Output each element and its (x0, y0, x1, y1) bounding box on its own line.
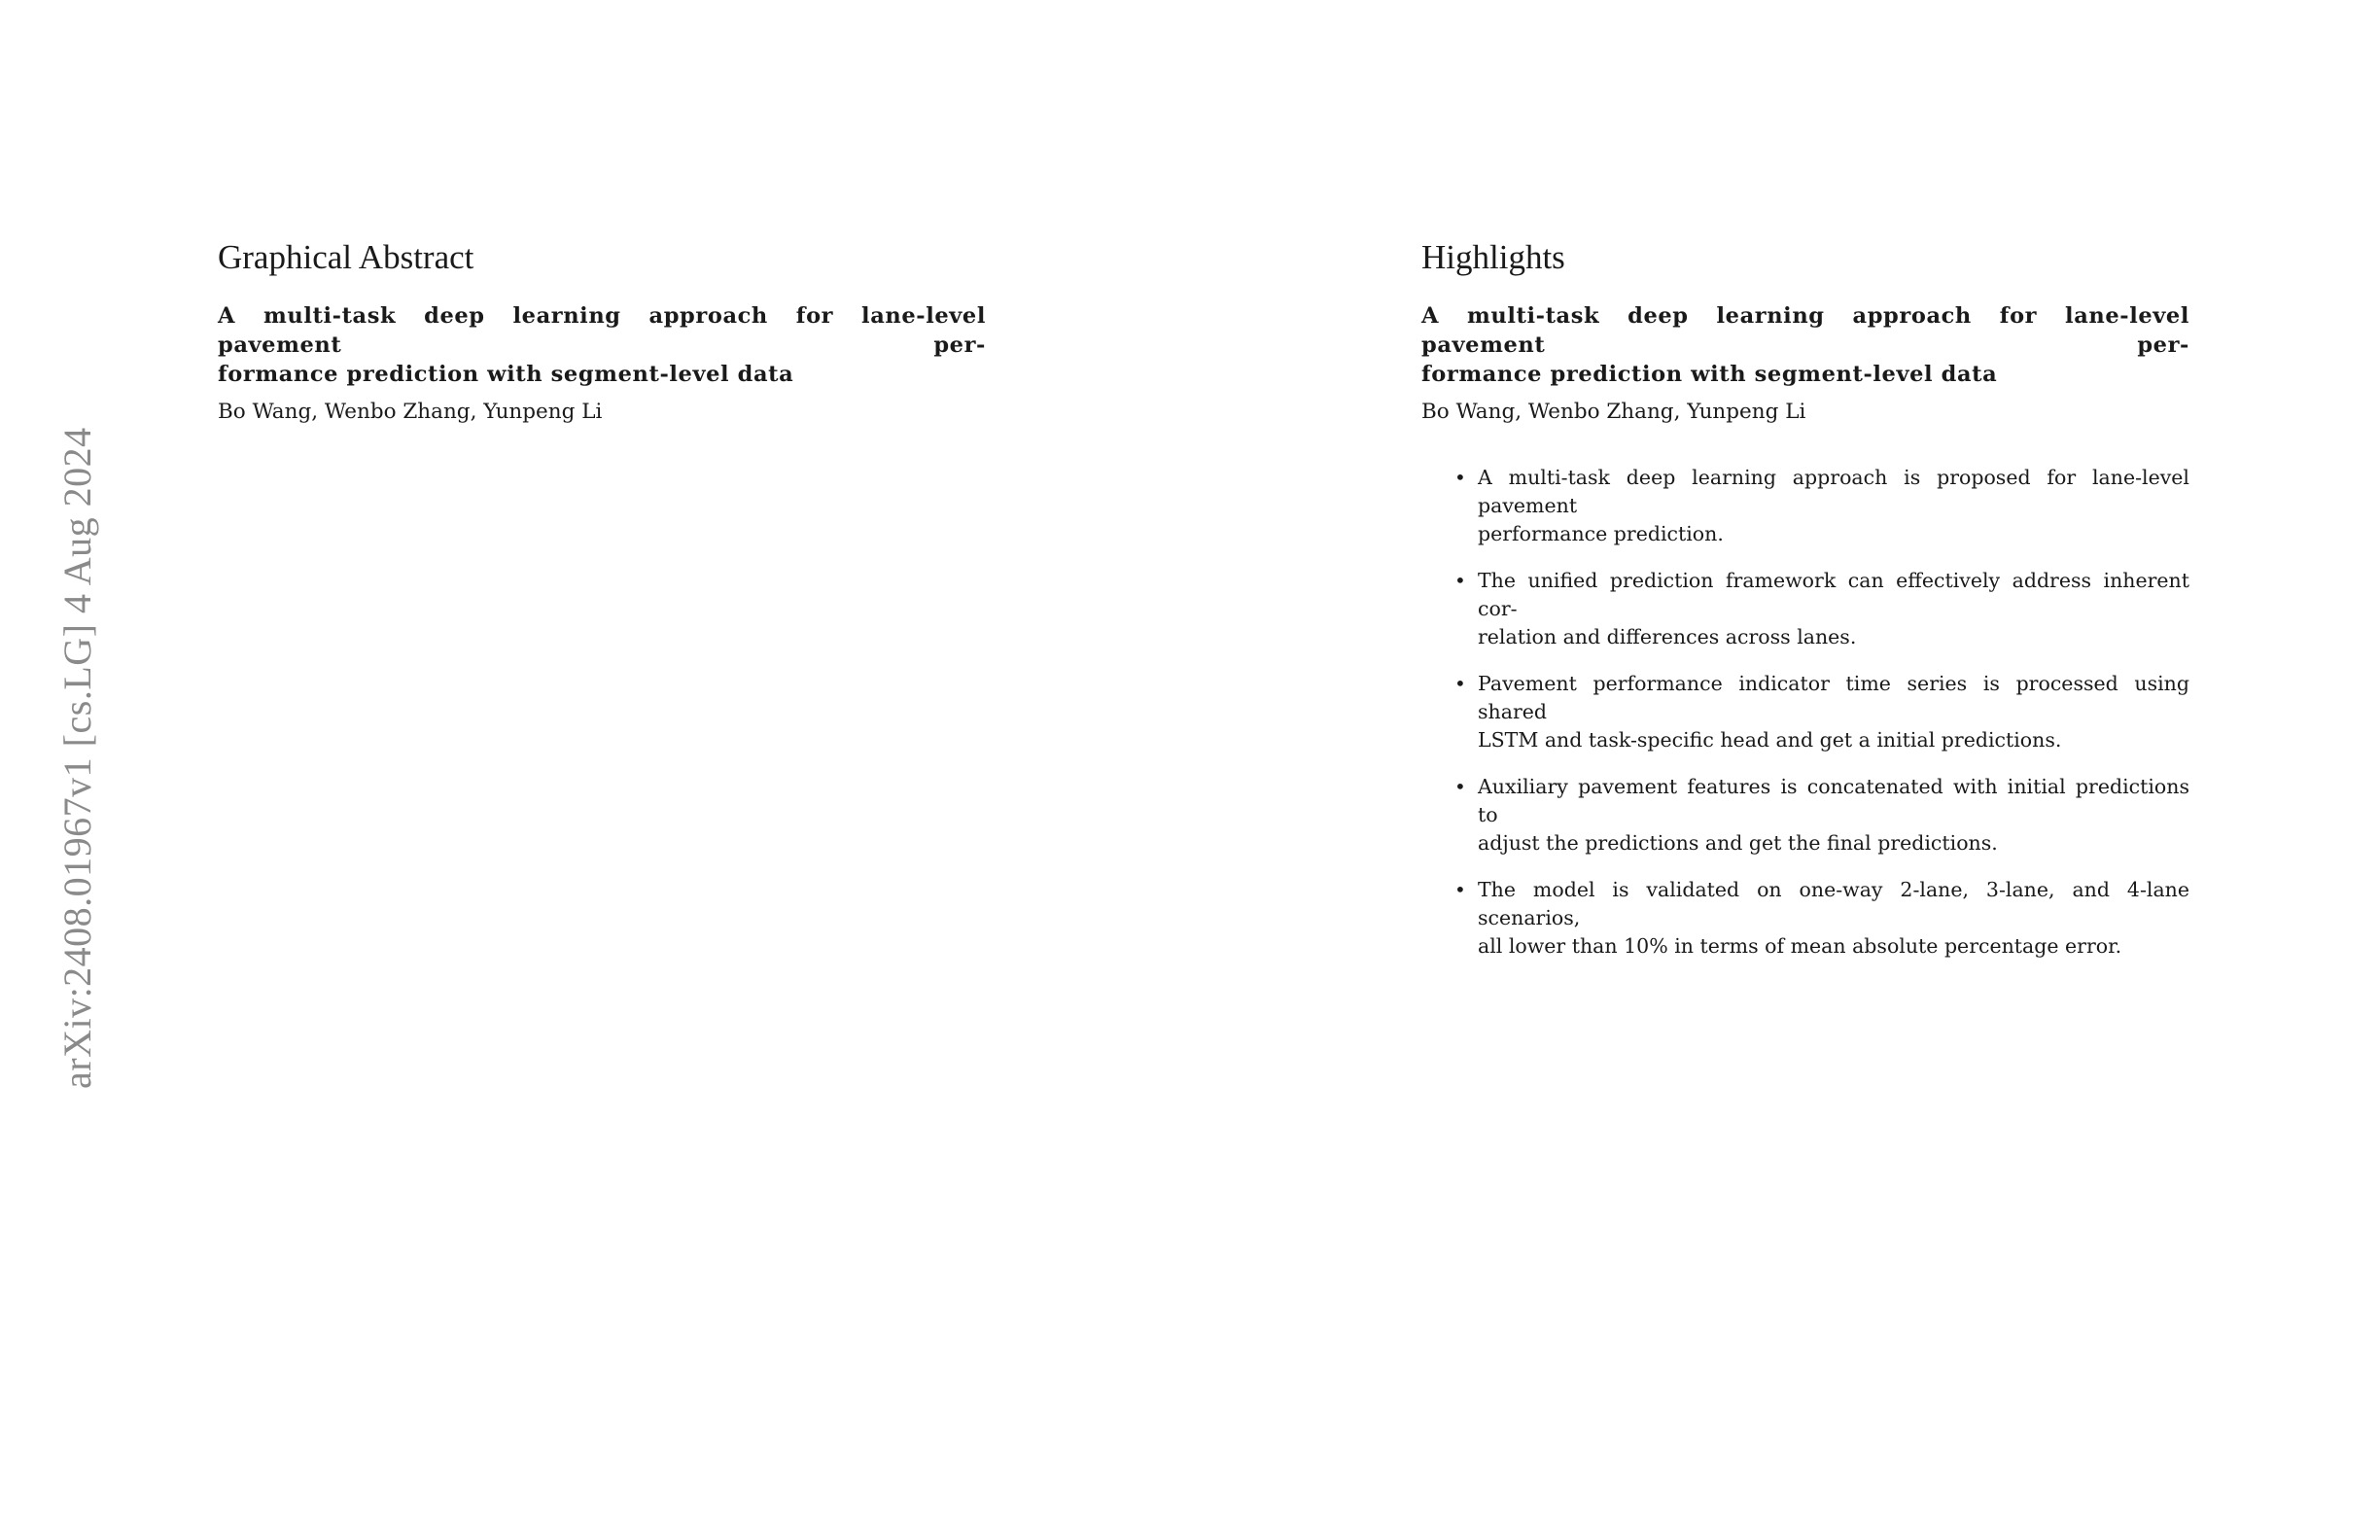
paper-title-line: A multi-task deep learning approach for lane-level pavement per- (1421, 303, 2189, 358)
highlight-line: all lower than 10% in terms of mean absolute percentage error. (1478, 934, 2122, 958)
highlights-heading: Highlights (1421, 238, 1565, 276)
highlight-item (1421, 876, 2189, 961)
bullet-icon: • (1454, 466, 1466, 489)
bullet-icon: • (1454, 775, 1466, 798)
graphical-abstract-page (218, 237, 986, 427)
highlight-line: A multi-task deep learning approach is proposed for lane-level pavement (1478, 466, 2189, 517)
highlight-line: adjust the predictions and get the final predictions. (1478, 831, 1998, 855)
bullet-icon: • (1454, 672, 1466, 695)
arxiv-identifier-stamp: arXiv:2408.01967v1 [cs.LG] 4 Aug 2024 (55, 427, 99, 1089)
highlight-item (1421, 567, 2189, 651)
graphical-abstract-paper-title (218, 301, 986, 389)
bullet-icon: • (1454, 878, 1466, 901)
highlights-page (1421, 237, 2189, 979)
paper-title-line: formance prediction with segment-level data (218, 362, 794, 387)
highlight-item (1421, 464, 2189, 548)
highlight-line: The model is validated on one-way 2-lane, 3-lane, and 4-lane scenarios, (1478, 878, 2189, 929)
highlights-paper-title (1421, 301, 2189, 389)
bullet-icon: • (1454, 569, 1466, 592)
paper-title-line: A multi-task deep learning approach for lane-level pavement per- (218, 303, 986, 358)
highlight-line: Pavement performance indicator time series is processed using shared (1478, 672, 2189, 723)
highlight-line: performance prediction. (1478, 522, 1724, 545)
highlight-line: Auxiliary pavement features is concatenated with initial predictions to (1478, 775, 2189, 826)
highlight-line: LSTM and task-specific head and get a initial predictions. (1478, 728, 2062, 752)
highlights-list (1421, 464, 2189, 961)
highlight-item (1421, 773, 2189, 858)
paper-title-line: formance prediction with segment-level data (1421, 362, 1998, 387)
graphical-abstract-heading: Graphical Abstract (218, 238, 474, 276)
highlight-item (1421, 670, 2189, 754)
highlight-line: The unified prediction framework can effectively address inherent cor- (1478, 569, 2189, 620)
graphical-abstract-authors: Bo Wang, Wenbo Zhang, Yunpeng Li (218, 400, 603, 424)
highlights-authors: Bo Wang, Wenbo Zhang, Yunpeng Li (1421, 400, 1806, 424)
highlight-line: relation and differences across lanes. (1478, 625, 1857, 648)
